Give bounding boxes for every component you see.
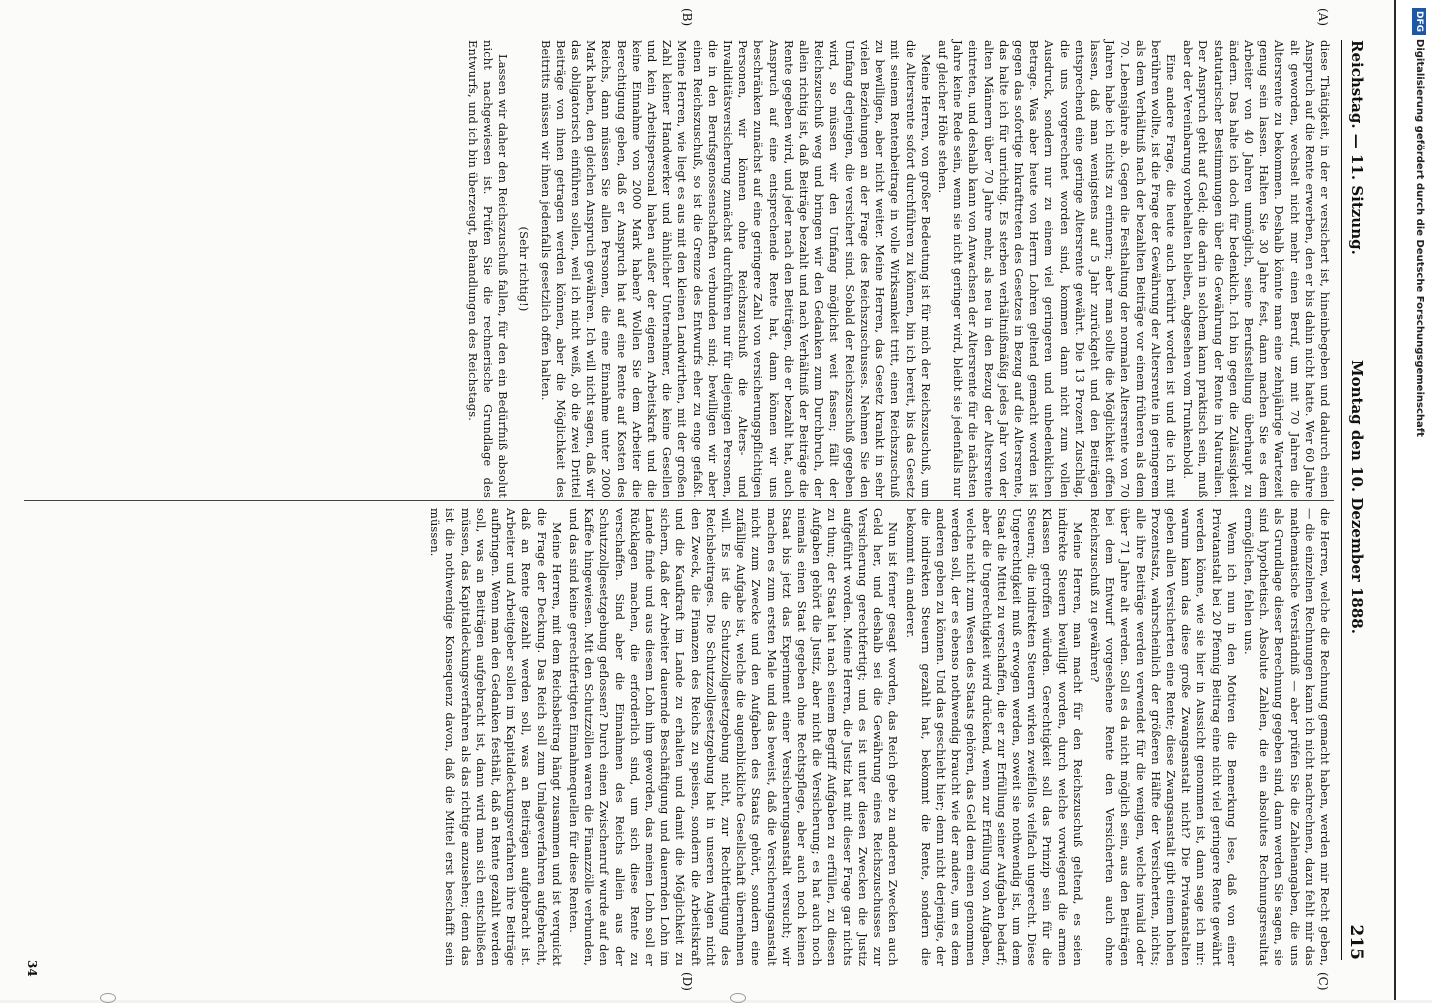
- dfg-note-text: Digitalisierung gefördert durch die Deutsche Forschungsgemeinschaft: [1414, 39, 1425, 437]
- punch-hole: [100, 993, 116, 1003]
- right-column: [425, 508, 1332, 966]
- dfg-logo: DFG: [1412, 8, 1426, 35]
- margin-mark-d: (D): [680, 972, 694, 991]
- paragraph: Wenn ich nun in den Motiven die Bemerkung lese, daß von einer Privatanstalt bei 20 Pfennig Beitrag eine nicht viel geringere Rente gewährt werden könne, wie sie hier in Aussicht genommen ist, dann sage ich mir: warum kann das diese große Zwangsanstalt nicht? Die Privatanstalten geben allen Versicherten eine Rente; diese Zwangsanstalt gibt einem hohen Prozentsatz, wahrscheinlich der größeren Hälfte der Versicherten, nichts; alle ihre Beiträge werden verwendet für die wenigen, welche invalid oder über 71 Jahre alt werden. Soll es da nicht möglich sein, aus den Beiträgen bei dem Entwurf vorgesehene Rente den Versicherten auch ohne Reichszuschuß zu gewähren?: [1087, 508, 1239, 966]
- paragraph: Eine andere Frage, die heute auch berührt worden ist und die ich mit berühren wollte, ist die Frage der Gewährung der Altersrente in geringerem als dem Verhältniß nach der bezahlten Beiträge vor einem früheren als dem 70. Lebensjahre ab. Gegen die Festhaltung der normalen Altersrente von 70 Jahren habe ich nichts zu erinnern; aber man sollte die Möglichkeit offen lassen, daß man wenigstens auf 5 Jahr zurückgeht und den Beiträgen entsprechend eine geringe Altersrente gewährt. Die 13 Prozent Zuschlag, die uns vorgerechnet worden sind, kommen dann nicht zum vollen Ausdruck, sondern nur zu einem viel geringeren und unbedenklichen Betrage. Was aber heute von Herrn Lohren geltend gemacht worden ist gegen das sofortige Inkrafttreten des Gesetzes in Bezug auf die Altersrente, das halte ich für unrichtig. Es sterben verhältnißmäßig jedes Jahr von der alten Männern über 70 Jahre mehr, als neu in den Bezug der Altersrente eintreten, und deshalb kann von Anwachsen der Altersrente für die nächsten Jahre keine Rede sein, wenn sie nicht geringer wird, bleibt sie jedenfalls nur auf gleicher Höhe stehen.: [935, 40, 1178, 498]
- margin-mark-a: (A): [1316, 8, 1330, 27]
- paragraph: Meine Herren, von großer Bedeutung ist für mich der Reichszuschuß, um die Altersrente sofort durchführen zu können, bin ich bereit, bis das Gesetz mit seinem Rentenbeitrage in volle Wirksamkeit tritt, einen Reichszuschuß zu bewilligen, aber nicht weiter. Meine Herren, das Gesetz krankt in sehr vielen Beziehungen an der Frage des Reichszuschusses. Nehmen Sie den Umfang derjenigen, die versichert sind. Sobald der Reichszuschuß gegeben wird, so müssen wir den Umfang möglichst weit fassen; fällt der Reichszuschuß weg und bringen wir den Gedanken zum Durchbruch, der allein richtig ist, daß Beiträge bezahlt und nach Verhältniß der Beiträge die Rente gegeben wird, und jeder nach den Beiträgen, die er bezahlt hat, auch Anspruch auf eine entsprechende Rente hat, dann können wir uns beschränken zunächst auf eine geringere Zahl von versicherungspflichtigen Personen, wir können ohne Reichszuschuß die Alters- und Invaliditätsversicherung zunächst durchführen nur für diejenigen Personen, die in den Berufsgenossenschaften verbunden sind; bewilligen wir aber einen Reichszuschuß, so ist die Grenze des Entwurfs eher zu enge gefaßt. Meine Herren, wie liegt es aus mit den kleinen Landwirthen, mit der großen Zahl kleiner Handwerker und ähnlicher Unternehmer, die keine Gesellen und kein Arbeitspersonal haben außer der eigenen Arbeitskraft und die keine Einnahme von 2000 Mark haben? Wollen Sie dem Arbeiter die Berechtigung geben, daß er Anspruch hat auf eine Rente auf Kosten des Reichs, dann müssen Sie allen Personen, die eine Einnahme unter 2000 Mark haben, den gleichen Anspruch gewähren. Ich will nicht sagen, daß wir das obligatorisch einführen sollen, weil ich nicht weiß, ob die zwei Drittel Beiträge von ihnen getragen werden können, aber die Möglichkeit des Beitritts müssen wir ihnen jedenfalls gesetzlich offen halten.: [538, 40, 933, 498]
- punch-hole: [730, 993, 746, 1003]
- page-number: 215: [1346, 924, 1366, 960]
- header-left: Reichstag. — 11. Sitzung.: [1348, 40, 1366, 255]
- paragraph: Meine Herren, man macht für den Reichszuschuß geltend, es seien indirekte Steuern bewilligt worden, durch welche vorwiegend die armen Klassen getroffen würden. Gerechtigkeit soll das Prinzip sein für die Steuern; die indirekten Steuern wirken zweifellos vielfach ungerecht. Diese Ungerechtigkeit muß erwogen werden, soweit sie nothwendig ist, um dem Staat die Mittel zu verschaffen, die er zur Erfüllung seiner Aufgaben bedarf; aber die Ungerechtigkeit wird drückend, wenn zur Erfüllung von Aufgaben, welche nicht zum Wesen des Staats gehören, das Geld dem einen genommen werden soll, der es ebenso nothwendig braucht wie der andere, um es dem anderen geben zu können. Und das geschieht hier; denn nicht derjenige, der die indirekten Steuern gezahlt hat, bekommt die Rente, sondern die bekommt ein anderer.: [903, 508, 1085, 966]
- column-divider: [24, 500, 1334, 501]
- paragraph: diese Thätigkeit, in der er versichert ist, hineinbegeben und dadurch einen Anspruch auf die Rente erwerben, den er bis dahin nicht hatte. Wer 60 Jahre alt geworden, wechselt nicht mehr einen Beruf, um mit 70 Jahren die Altersrente zu bekommen. Deshalb könnte man eine zehnjährige Wartezeit genug sein lassen. Halten Sie 30 Jahre fest, dann machen Sie es dem Arbeiter von 40 Jahren unmöglich, seine Berufsstellung überhaupt zu ändern. Das halte ich doch für bedenklich. Ich bin gegen die Zulässigkeit statutarischer Bestimmungen über die Gewährung der Rente in Naturalien. Der Anspruch geht auf Geld; die darin in solchem kann praktisch sein, muß aber der Vereinbarung vorbehalten bleiben, abgesehen vom Trunkenbold.: [1181, 40, 1332, 498]
- left-column: [463, 40, 1332, 498]
- paragraph: Meine Herren, mit dem Reichsbeitrag hängt zusammen und ist verquickt die Frage der Deckung. Das Reich soll zum Umlageverfahren aufgebracht, daß an Rente gezahlt werden soll, was an Beiträgen aufgebracht ist. Arbeiter und Arbeitgeber sollen im Kapitaldeckungsverfahren ihre Beiträge aufbringen. Wenn man den Gedanken festhält, daß an Rente gezahlt werden soll, was an Beiträgen aufgebracht ist, dann wird man sich entschließen müssen, das Kapitaldeckungsverfahren als das richtige anzusehen; denn das ist die nothwendige Konsequenz davon, daß die Mittel erst beschafft sein müssen.: [428, 508, 564, 966]
- dfg-sidebar: [1410, 8, 1430, 992]
- sheet-number: 34: [25, 960, 39, 977]
- margin-mark-b: (B): [680, 8, 694, 27]
- header-rule: [1341, 40, 1342, 960]
- interjection: (Sehr richtig!): [517, 226, 532, 312]
- paragraph: Nun ist ferner gesagt worden, das Reich gebe zu anderen Zwecken auch Geld her, und deshalb sei die Gewährung eines Reichszuschusses zur Versicherung gerechtfertigt; und es ist unter diesen Zwecken die Justiz aufgeführt worden. Meine Herren, die Justiz hat mit dieser Frage gar nichts zu thun; der Staat hat nach seinem Begriff Aufgaben zu erfüllen, zu diesen Aufgaben gehört die Justiz, aber nicht die Versicherung; es hat auch noch niemals einen Staat gegeben ohne Rechtspflege, aber auch noch keinen Staat bis jetzt das Experiment einer Versicherungsanstalt versucht; wir machen es zum ersten Male und das beweist, daß die Versicherungsanstalt nicht zum Zwecke und den Aufgaben des Staats gehört, sondern eine zufällige Aufgabe ist, welche die augenblickliche Gesellschaft übernehmen will. Es ist die Schutzzollgesetzgebung nicht, zur Rechtfertigung des Reichsbeitrages. Die Schutzzollgesetzgebung hat in unseren Augen nicht den Zweck, die Finanzen des Reichs zu speisen, sondern die Arbeitskraft und die Kaufkraft im Lande zu erhalten und damit die Möglichkeit zu sichern, daß der Arbeiter dauernde Beschäftigung und dauernden Lohn im Lande finde und aus diesem Lohn ihm geworden, das meinen Lohn soll er Rücklagen machen, die erforderlich sind, um sich diese Rente zu verschaffen. Sind aber die Einnahmen des Reichs allein aus der Schutzzollgesetzgebung geflossen? Durch einen Zwischenruf wurde auf den Kaffee hingewiesen. Mit den Schutzzöllen waren die Finanzzölle verbunden, und das sind keine gerechtfertigten Einnahmequellen für diese Renten.: [567, 508, 901, 966]
- dfg-note: [1406, 8, 1426, 992]
- paragraph: die Herren, welche die Rechnung gemacht haben, werden mir Recht geben, — die einzelnen Rechnungen kann ich nicht nachrechnen, dazu fehlt mir das mathematische Verständniß — aber prüfen Sie die Zahlenangaben, die uns als Grundlage dieser Berechnung gegeben sind, dann werden Sie sagen, sie sind hypothetisch. Absolute Zahlen, die ein absolutes Rechnungsresultat ermöglichen, fehlen uns.: [1241, 508, 1332, 966]
- paragraph: Lassen wir daher den Reichszuschuß fallen, für den ein Bedürfniß absolut nicht nachgewiesen ist. Prüfen Sie die rechnerische Grundlage des Entwurfs, und ich bin überzeugt, Behandlungen des Reichstags.: [465, 40, 511, 498]
- margin-mark-c: (C): [1316, 972, 1330, 991]
- header-date: Montag den 10. Dezember 1888.: [1348, 360, 1366, 634]
